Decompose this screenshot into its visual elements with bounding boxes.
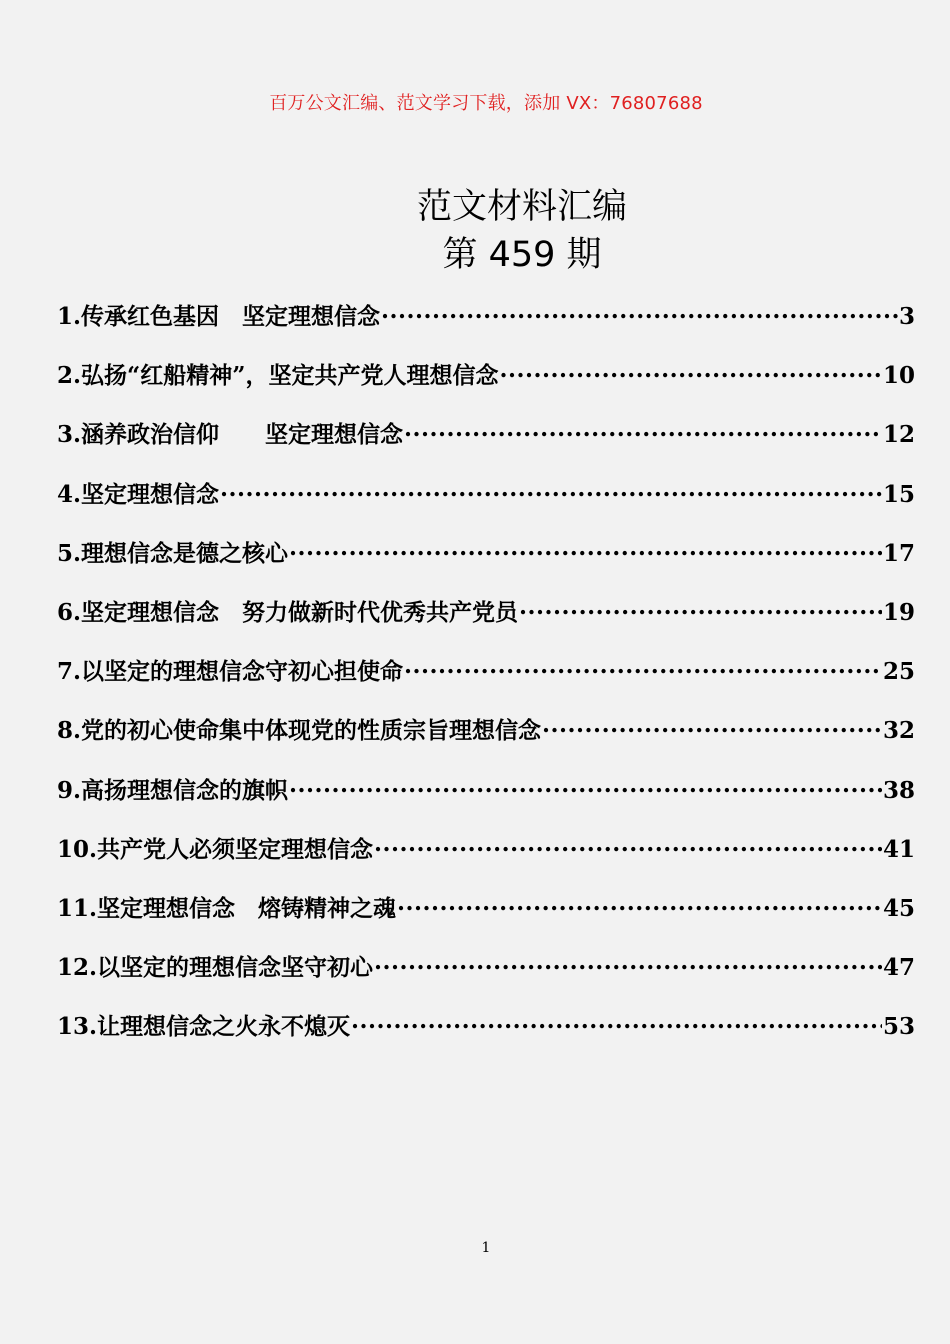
toc-entry[interactable] [57,712,915,771]
toc-entry-title: 4.坚定理想信念 [57,480,220,508]
toc-leader-dots [397,893,882,916]
toc-entry-page: 32 [882,717,915,745]
toc-entry-page: 47 [882,954,915,982]
toc-leader-dots [351,1011,882,1034]
toc-leader-dots [374,952,882,975]
toc-entry[interactable] [57,535,915,594]
header-note: 百万公文汇编、范文学习下载，添加 VX：76807688 [269,93,703,114]
toc-entry[interactable] [57,949,915,1008]
toc-entry-page: 41 [882,835,915,863]
issue-number: 第 459 期 [442,235,602,275]
toc-entry-title: 11.坚定理想信念 熔铸精神之魂 [57,894,397,922]
toc-entry-page: 53 [882,1013,915,1041]
toc-entry-page: 3 [898,303,915,330]
toc-leader-dots [404,419,882,442]
toc-entry-title: 1.传承红色基因 坚定理想信念 [57,303,381,330]
toc-entry-title: 13.让理想信念之火永不熄灭 [57,1013,351,1041]
toc-entry[interactable] [57,476,915,535]
toc-entry-title: 3.涵养政治信仰 坚定理想信念 [57,421,404,449]
toc-entry-title: 7.以坚定的理想信念守初心担使命 [57,658,404,686]
toc-entry-page: 12 [882,421,915,449]
toc-entry-page: 19 [882,598,915,626]
toc-leader-dots [381,301,898,324]
toc-entry-page: 25 [882,658,915,686]
toc-leader-dots [374,834,882,857]
toc-entry-page: 38 [882,776,915,804]
toc-leader-dots [289,538,882,561]
toc-leader-dots [289,775,882,798]
toc-leader-dots [542,715,882,738]
toc-entry-title: 8.党的初心使命集中体现党的性质宗旨理想信念 [57,717,542,745]
toc-entry[interactable] [57,298,915,357]
toc-leader-dots [519,597,882,620]
toc-entry-title: 2.弘扬“红船精神”，坚定共产党人理想信念 [57,362,499,390]
toc-entry[interactable] [57,1008,915,1067]
toc-entry[interactable] [57,772,915,831]
toc-entry-title: 6.坚定理想信念 努力做新时代优秀共产党员 [57,598,519,626]
toc-entry-title: 12.以坚定的理想信念坚守初心 [57,954,374,982]
toc-entry-page: 45 [882,894,915,922]
toc-entry[interactable] [57,357,915,416]
page-number: 1 [481,1240,491,1256]
toc-entry-title: 10.共产党人必须坚定理想信念 [57,835,374,863]
table-of-contents [57,298,915,1067]
toc-entry[interactable] [57,416,915,475]
toc-leader-dots [220,479,882,502]
toc-entry[interactable] [57,653,915,712]
document-title: 范文材料汇编 [416,187,627,227]
toc-entry-page: 17 [882,539,915,567]
toc-entry[interactable] [57,831,915,890]
toc-leader-dots [499,360,882,383]
toc-entry-title: 9.高扬理想信念的旗帜 [57,776,289,804]
toc-entry-page: 15 [882,480,915,508]
toc-leader-dots [404,656,882,679]
toc-entry-title: 5.理想信念是德之核心 [57,539,289,567]
toc-entry[interactable] [57,594,915,653]
toc-entry-page: 10 [882,362,915,390]
toc-entry[interactable] [57,890,915,949]
